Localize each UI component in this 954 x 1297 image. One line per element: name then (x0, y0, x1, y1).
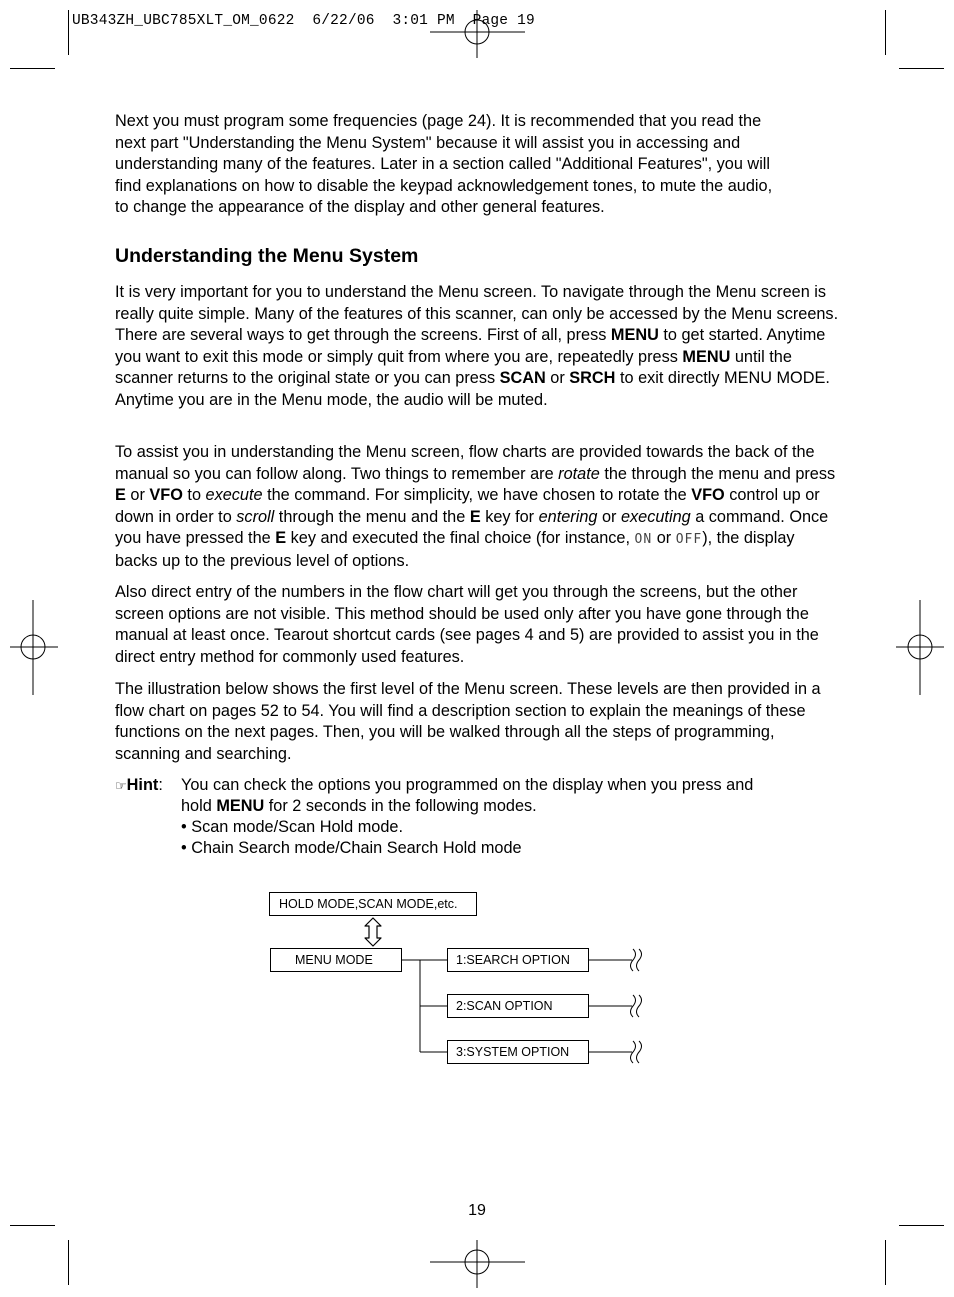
text-run: a command. Once you have pressed the (115, 507, 829, 547)
double-arrow-icon (365, 918, 381, 946)
section-title: Understanding the Menu System (115, 245, 419, 267)
text-run: to get started. Anytime you want to exit this mode or simply quit from where you are, repeatedly press (115, 326, 826, 366)
hold-mode-box (269, 892, 477, 916)
key-e: E (469, 507, 481, 526)
text-run: or (652, 529, 676, 547)
pointing-hand-icon: ☞ (115, 778, 127, 793)
text-run: for 2 seconds in the following modes. (264, 797, 537, 815)
hint-colon: : (158, 776, 163, 794)
key-vfo: VFO (691, 486, 725, 504)
text-run: or (597, 507, 621, 526)
intro-line: to change the appearance of the display and other general features. (115, 198, 605, 216)
scan-option-box (447, 994, 589, 1018)
key-menu: MENU (682, 347, 731, 366)
text-run: It is very important for you to understand the Menu screen. To navigate through the Menu screen is really quite simple. Many of the features of this scanner, can only be accessed by the Menu screens. There are several ways to get through the screens. First of all, press (115, 283, 839, 344)
page-number: 19 (468, 1202, 486, 1219)
text-run: to exit directly MENU MODE. Anytime you are in the Menu mode, the audio will be muted. (115, 369, 830, 409)
text-run: key for (480, 507, 539, 526)
key-vfo: VFO (149, 486, 183, 504)
break-mark-icon (631, 995, 642, 1017)
text-run: to (182, 486, 206, 504)
search-option-box (447, 948, 589, 972)
key-menu: MENU (610, 326, 659, 344)
intro-line: Next you must program some frequencies (page 24). It is recommended that you read the (115, 112, 762, 130)
emphasis: executing (620, 507, 691, 526)
intro-line: find explanations on how to disable the keypad acknowledgement tones, to mute the audio, (115, 176, 773, 195)
intro-line: next part "Understanding the Menu System" because it will assist you in accessing and (115, 133, 741, 152)
search-option-label: 1:SEARCH OPTION (456, 952, 570, 967)
key-srch: SRCH (569, 369, 616, 387)
text-run: the command. For simplicity, we have chosen to rotate the (262, 486, 692, 504)
menu-mode-label: MENU MODE (295, 952, 373, 967)
menu-mode-box (270, 948, 402, 972)
paragraph-text: Also direct entry of the numbers in the flow chart will get you through the screens, but the other screen options are not visible. This method should be used only after you have gone through the manual at least once. Tearout shortcut cards (see pages 4 and 5) are provided to assist you in the direct entry method for commonly used features. (115, 583, 819, 666)
text-run: To assist you in understanding the Menu screen, flow charts are provided towards the back of the manual so you can follow along. Two things to remember are (115, 443, 815, 483)
emphasis: execute (205, 486, 263, 504)
hint-label-text: Hint (126, 776, 159, 794)
key-scan: SCAN (499, 369, 546, 387)
hint-line: You can check the options you programmed on the display when you press and (181, 776, 754, 794)
display-off-text: OFF (675, 532, 703, 547)
break-mark-icon (631, 1041, 642, 1063)
display-on-text: ON (634, 532, 653, 547)
emphasis: scroll (236, 507, 275, 526)
system-option-box (447, 1040, 589, 1064)
key-menu: MENU (216, 797, 265, 815)
text-run: or (125, 486, 150, 504)
key-e: E (115, 486, 126, 504)
text-run: hold (181, 797, 217, 815)
text-run: control up or down in order to (115, 486, 820, 526)
hold-mode-label: HOLD MODE,SCAN MODE,etc. (279, 896, 458, 911)
hint-bullet: • Scan mode/Scan Hold mode. (181, 818, 403, 836)
print-slug: UB343ZH_UBC785XLT_OM_0622 6/22/06 3:01 PM Page 19 (72, 13, 535, 29)
system-option-label: 3:SYSTEM OPTION (456, 1044, 570, 1059)
text-run: ), the display backs up to the previous level of options. (115, 529, 795, 570)
key-e: E (275, 529, 287, 547)
intro-line: understanding many of the features. Later in a section called "Additional Features", you will (115, 155, 771, 173)
text-run: key and executed the final choice (for instance, (286, 529, 635, 547)
text-run: the through the menu and press (599, 464, 836, 483)
text-run: through the menu and the (274, 507, 470, 526)
paragraph-text: The illustration below shows the first level of the Menu screen. These levels are then provided in a flow chart on pages 52 to 54. You will find a description section to explain the meanings of these functions on the next pages. Then, you will be walked through all the steps of programming, scanning and searching. (115, 680, 821, 763)
emphasis: rotate (558, 464, 600, 483)
text-run: or (545, 369, 570, 387)
hint-bullet: • Chain Search mode/Chain Search Hold mode (181, 839, 522, 857)
emphasis: entering (538, 507, 598, 526)
text-run: until the scanner returns to the original state or you can press (115, 347, 792, 387)
break-mark-icon (631, 949, 642, 971)
scan-option-label: 2:SCAN OPTION (456, 998, 553, 1013)
